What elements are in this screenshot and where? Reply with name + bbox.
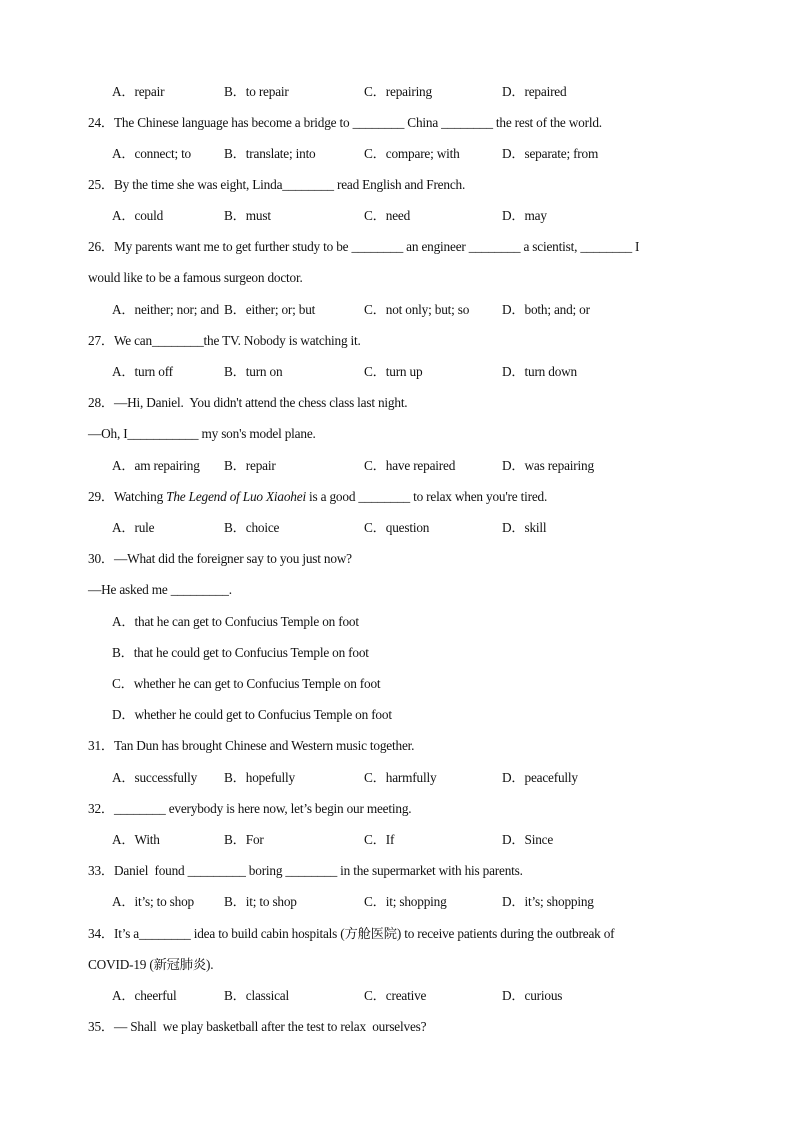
q27-stem: 27．We can________the TV. Nobody is watching it. bbox=[88, 333, 361, 348]
q33-option-a[interactable]: A．it’s; to shop bbox=[112, 894, 194, 909]
q29-option-d[interactable]: D．skill bbox=[502, 520, 547, 535]
q29-option-c[interactable]: C．question bbox=[364, 520, 430, 535]
q32-option-c[interactable]: C．If bbox=[364, 832, 395, 847]
q28-stem-line1: 28．—Hi, Daniel. You didn't attend the chess class last night. bbox=[88, 395, 408, 410]
q32-option-a[interactable]: A．With bbox=[112, 832, 160, 847]
q29-stem-post: is a good ________ to relax when you're tired. bbox=[305, 489, 548, 504]
q34-option-b[interactable]: B．classical bbox=[224, 988, 290, 1003]
q25-option-a[interactable]: A．could bbox=[112, 208, 164, 223]
q30-option-d[interactable]: D．whether he could get to Confucius Temple on foot bbox=[112, 707, 392, 722]
q28-option-c[interactable]: C．have repaired bbox=[364, 458, 456, 473]
q31-option-d[interactable]: D．peacefully bbox=[502, 770, 578, 785]
q27-option-c[interactable]: C．turn up bbox=[364, 364, 423, 379]
q32-stem: 32．________ everybody is here now, let’s begin our meeting. bbox=[88, 801, 412, 816]
q32-option-d[interactable]: D．Since bbox=[502, 832, 554, 847]
q27-option-d[interactable]: D．turn down bbox=[502, 364, 577, 379]
q27-option-a[interactable]: A．turn off bbox=[112, 364, 173, 379]
q26-option-c[interactable]: C．not only; but; so bbox=[364, 302, 470, 317]
q33-option-b[interactable]: B．it; to shop bbox=[224, 894, 297, 909]
q29-stem-pre: 29．Watching bbox=[88, 489, 167, 504]
q30-option-a[interactable]: A．that he can get to Confucius Temple on foot bbox=[112, 614, 359, 629]
q35-stem: 35．— Shall we play basketball after the test to relax ourselves? bbox=[88, 1019, 427, 1034]
q33-stem: 33．Daniel found _________ boring ________ in the supermarket with his parents. bbox=[88, 863, 523, 878]
q30-option-c[interactable]: C．whether he can get to Confucius Temple on foot bbox=[112, 676, 381, 691]
q30-stem-line2: —He asked me _________. bbox=[88, 582, 232, 597]
q31-stem: 31．Tan Dun has brought Chinese and Western music together. bbox=[88, 738, 415, 753]
q33-option-c[interactable]: C．it; shopping bbox=[364, 894, 447, 909]
q34-stem-line1: 34．It’s a________ idea to build cabin hospitals (方舱医院) to receive patients during the outbreak of bbox=[88, 926, 615, 941]
q26-option-d[interactable]: D．both; and; or bbox=[502, 302, 590, 317]
q29-stem bbox=[88, 488, 704, 506]
q25-option-c[interactable]: C．need bbox=[364, 208, 411, 223]
q34-option-d[interactable]: D．curious bbox=[502, 988, 563, 1003]
q28-option-b[interactable]: B．repair bbox=[224, 458, 276, 473]
q34-stem-line2: COVID-19 (新冠肺炎). bbox=[88, 957, 214, 972]
q29-option-b[interactable]: B．choice bbox=[224, 520, 280, 535]
q34-option-c[interactable]: C．creative bbox=[364, 988, 427, 1003]
q24-option-c[interactable]: C．compare; with bbox=[364, 146, 460, 161]
q23-option-d[interactable]: D．repaired bbox=[502, 84, 567, 99]
q28-option-d[interactable]: D．was repairing bbox=[502, 458, 594, 473]
q24-stem: 24．The Chinese language has become a bridge to ________ China ________ the rest of the world. bbox=[88, 115, 602, 130]
q24-option-b[interactable]: B．translate; into bbox=[224, 146, 316, 161]
q23-option-c[interactable]: C．repairing bbox=[364, 84, 432, 99]
q26-option-b[interactable]: B．either; or; but bbox=[224, 302, 316, 317]
q24-option-a[interactable]: A．connect; to bbox=[112, 146, 192, 161]
q24-option-d[interactable]: D．separate; from bbox=[502, 146, 599, 161]
q33-option-d[interactable]: D．it’s; shopping bbox=[502, 894, 594, 909]
q29-stem-title: The Legend of Luo Xiaohei bbox=[166, 489, 306, 504]
q28-stem-line2: —Oh, I___________ my son's model plane. bbox=[88, 426, 316, 441]
q25-option-b[interactable]: B．must bbox=[224, 208, 271, 223]
q30-option-b[interactable]: B．that he could get to Confucius Temple on foot bbox=[112, 645, 369, 660]
q29-option-a[interactable]: A．rule bbox=[112, 520, 155, 535]
q25-stem: 25．By the time she was eight, Linda________ read English and French. bbox=[88, 177, 466, 192]
q26-option-a[interactable]: A．neither; nor; and bbox=[112, 302, 219, 317]
q30-stem-line1: 30．—What did the foreigner say to you just now? bbox=[88, 551, 352, 566]
q31-option-a[interactable]: A．successfully bbox=[112, 770, 198, 785]
q23-option-a[interactable]: A．repair bbox=[112, 84, 165, 99]
q25-option-d[interactable]: D．may bbox=[502, 208, 547, 223]
q28-option-a[interactable]: A．am repairing bbox=[112, 458, 200, 473]
q27-option-b[interactable]: B．turn on bbox=[224, 364, 283, 379]
q34-option-a[interactable]: A．cheerful bbox=[112, 988, 177, 1003]
q31-option-b[interactable]: B．hopefully bbox=[224, 770, 295, 785]
q26-stem-line1: 26．My parents want me to get further study to be ________ an engineer ________ a scientist, ________ I bbox=[88, 239, 640, 254]
q23-option-b[interactable]: B．to repair bbox=[224, 84, 289, 99]
q26-stem-line2: would like to be a famous surgeon doctor. bbox=[88, 270, 303, 285]
q31-option-c[interactable]: C．harmfully bbox=[364, 770, 437, 785]
q32-option-b[interactable]: B．For bbox=[224, 832, 264, 847]
